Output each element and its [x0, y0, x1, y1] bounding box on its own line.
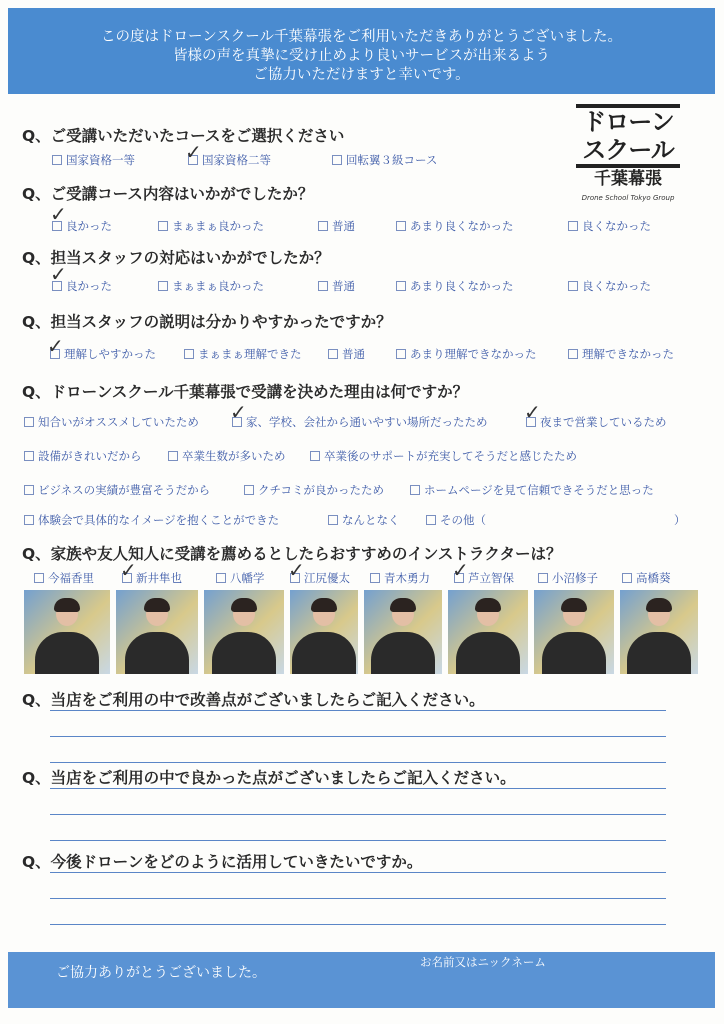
q5-option-6[interactable]: 卒業後のサポートが充実してそうだと感じたため	[310, 448, 577, 464]
q3-option-5[interactable]: 良くなかった	[568, 278, 651, 294]
instructor-option-5[interactable]: 青木勇力	[370, 570, 430, 586]
q2-option-4[interactable]: あまり良くなかった	[396, 218, 514, 234]
question-3: Q、担当スタッフの対応はいかがでしたか？	[22, 249, 330, 267]
logo-line-2: スクール	[582, 136, 674, 164]
check-mark-icon: ✓	[230, 400, 247, 424]
checkbox[interactable]	[396, 221, 406, 231]
q2-option-2[interactable]: まぁまぁ良かった	[158, 218, 264, 234]
question-8: Q、当店をご利用の中で良かった点がございましたらご記入ください。	[22, 769, 516, 787]
q4-option-1[interactable]: 理解しやすかった	[50, 346, 156, 362]
check-mark-icon: ✓	[524, 400, 541, 424]
answer-line[interactable]	[50, 924, 666, 925]
q5-option-1[interactable]: 知合いがオススメしていたため	[24, 414, 199, 430]
q5-option-7[interactable]: ビジネスの実績が豊富そうだから	[24, 482, 210, 498]
q5-other-close: ）	[674, 513, 686, 527]
check-mark-icon: ✓	[288, 558, 305, 582]
instructor-photo-2	[116, 590, 198, 674]
q3-option-2[interactable]: まぁまぁ良かった	[158, 278, 264, 294]
instructor-option-1[interactable]: 今福香里	[34, 570, 94, 586]
q5-option-8[interactable]: クチコミが良かったため	[244, 482, 384, 498]
check-mark-icon: ✓	[50, 262, 67, 286]
checkbox[interactable]	[328, 515, 338, 525]
q3-option-3[interactable]: 普通	[318, 278, 355, 294]
instructor-option-6[interactable]: 芦立智保	[454, 570, 514, 586]
q2-option-5[interactable]: 良くなかった	[568, 218, 651, 234]
check-mark-icon: ✓	[185, 140, 202, 164]
checkbox[interactable]	[24, 417, 34, 427]
logo-line-1: ドローン	[582, 108, 674, 136]
question-2: Q、ご受講コース内容はいかがでしたか？	[22, 185, 314, 203]
q1-option-3[interactable]: 回転翼３級コース	[332, 152, 437, 168]
check-mark-icon: ✓	[120, 558, 137, 582]
answer-line[interactable]	[50, 788, 666, 789]
question-7: Q、当店をご利用の中で改善点がございましたらご記入ください。	[22, 691, 485, 709]
q5-option-3[interactable]: 夜まで営業しているため	[526, 414, 667, 430]
instructor-photo-7	[534, 590, 614, 674]
checkbox[interactable]	[328, 349, 338, 359]
header-line-1: この度はドローンスクール千葉幕張をご利用いただきありがとうございました。	[101, 29, 622, 45]
checkbox[interactable]	[168, 451, 178, 461]
checkbox[interactable]	[370, 573, 380, 583]
school-logo	[572, 104, 684, 210]
answer-line[interactable]	[50, 840, 666, 841]
question-4: Q、担当スタッフの説明は分かりやすかったですか？	[22, 313, 392, 331]
answer-line[interactable]	[50, 736, 666, 737]
checkbox[interactable]	[568, 281, 578, 291]
question-5: Q、ドローンスクール千葉幕張で受講を決めた理由は何ですか？	[22, 383, 469, 401]
survey-header	[8, 8, 715, 94]
answer-line[interactable]	[50, 762, 666, 763]
q5-option-12[interactable]: その他（	[426, 512, 486, 528]
checkbox[interactable]	[216, 573, 226, 583]
checkbox[interactable]	[538, 573, 548, 583]
answer-line[interactable]	[50, 898, 666, 899]
checkbox[interactable]	[318, 221, 328, 231]
checkbox[interactable]	[24, 485, 34, 495]
checkbox[interactable]	[568, 349, 578, 359]
checkbox[interactable]	[410, 485, 420, 495]
q5-option-10[interactable]: 体験会で具体的なイメージを抱くことができた	[24, 512, 279, 528]
logo-line-3: 千葉幕張	[594, 169, 662, 189]
instructor-option-2[interactable]: 新井隼也	[122, 570, 182, 586]
checkbox[interactable]	[568, 221, 578, 231]
checkbox[interactable]	[158, 281, 168, 291]
footer-thanks: ご協力ありがとうございました。	[56, 965, 266, 981]
checkbox[interactable]	[184, 349, 194, 359]
instructor-photo-3	[204, 590, 284, 674]
q4-option-2[interactable]: まぁまぁ理解できた	[184, 346, 302, 362]
question-1: Q、ご受講いただいたコースをご選択ください	[22, 127, 345, 145]
q5-option-2[interactable]: 家、学校、会社から通いやすい場所だったため	[232, 414, 488, 430]
instructor-photo-8	[620, 590, 698, 674]
q1-option-1[interactable]: 国家資格一等	[52, 152, 135, 168]
checkbox[interactable]	[332, 155, 342, 165]
q2-option-3[interactable]: 普通	[318, 218, 355, 234]
q3-option-1[interactable]: 良かった	[52, 278, 112, 294]
answer-line[interactable]	[50, 710, 666, 711]
instructor-option-4[interactable]: 江尻優太	[290, 570, 350, 586]
name-field-label: お名前又はニックネーム	[420, 955, 546, 969]
logo-line-4: Drone School Tokyo Group	[581, 194, 675, 202]
q5-option-5[interactable]: 卒業生数が多いため	[168, 448, 286, 464]
instructor-option-8[interactable]: 高橋葵	[622, 570, 671, 586]
survey-footer	[8, 952, 715, 1008]
check-mark-icon: ✓	[452, 558, 469, 582]
instructor-photo-5	[364, 590, 442, 674]
checkbox[interactable]	[52, 155, 62, 165]
q2-option-1[interactable]: 良かった	[52, 218, 112, 234]
question-9: Q、今後ドローンをどのように活用していきたいですか。	[22, 853, 423, 871]
instructor-option-7[interactable]: 小沼修子	[538, 570, 598, 586]
checkbox[interactable]	[622, 573, 632, 583]
q5-option-9[interactable]: ホームページを見て信頼できそうだと思った	[410, 482, 654, 498]
q3-option-4[interactable]: あまり良くなかった	[396, 278, 514, 294]
check-mark-icon: ✓	[47, 334, 64, 358]
instructor-photo-1	[24, 590, 110, 674]
checkbox[interactable]	[24, 451, 34, 461]
instructor-photo-6	[448, 590, 528, 674]
checkbox[interactable]	[158, 221, 168, 231]
checkbox[interactable]	[244, 485, 254, 495]
checkbox[interactable]	[396, 349, 406, 359]
instructor-photo-4	[290, 590, 358, 674]
checkbox[interactable]	[318, 281, 328, 291]
instructor-option-3[interactable]: 八幡学	[216, 570, 265, 586]
q5-option-11[interactable]: なんとなく	[328, 512, 400, 528]
checkbox[interactable]	[426, 515, 436, 525]
question-6: Q、家族や友人知人に受講を薦めるとしたらおすすめのインストラクターは？	[22, 545, 562, 563]
header-line-3: ご協力いただけますと幸いです。	[253, 67, 470, 83]
checkbox[interactable]	[34, 573, 44, 583]
q1-option-2[interactable]: 国家資格二等	[188, 152, 271, 168]
answer-line[interactable]	[50, 814, 666, 815]
q4-option-5[interactable]: 理解できなかった	[568, 346, 674, 362]
q4-option-3[interactable]: 普通	[328, 346, 365, 362]
q4-option-4[interactable]: あまり理解できなかった	[396, 346, 537, 362]
answer-line[interactable]	[50, 872, 666, 873]
checkbox[interactable]	[396, 281, 406, 291]
check-mark-icon: ✓	[50, 202, 67, 226]
header-line-2: 皆様の声を真摯に受け止めより良いサービスが出来るよう	[173, 48, 550, 64]
checkbox[interactable]	[24, 515, 34, 525]
q5-option-4[interactable]: 設備がきれいだから	[24, 448, 142, 464]
checkbox[interactable]	[310, 451, 320, 461]
